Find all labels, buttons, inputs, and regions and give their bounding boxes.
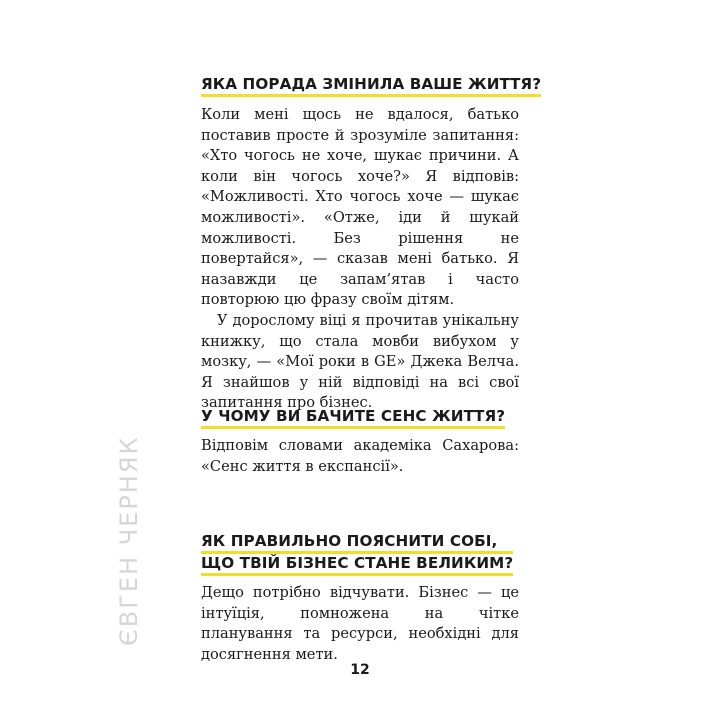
question-line: ЩО ТВІЙ БІЗНЕС СТАНЕ ВЕЛИКИМ?: [201, 554, 514, 572]
answer-block-1: [201, 105, 519, 414]
author-name-vertical: ЄВГЕН ЧЕРНЯК: [115, 435, 143, 646]
page-number: 12: [350, 662, 370, 678]
question-line: ЯК ПРАВИЛЬНО ПОЯСНИТИ СОБІ,: [201, 530, 513, 552]
answer-paragraph: Дещо потрібно відчувати. Бізнес — це інтуїція, помножена на чітке планування та ресурси, необхідні для досягнення мети.: [201, 584, 519, 663]
question-line: ЯКА ПОРАДА ЗМІНИЛА ВАШЕ ЖИТТЯ?: [201, 75, 542, 93]
question-heading-2: [201, 405, 505, 427]
question-heading-1: [201, 73, 541, 95]
answer-paragraph: У дорослому віці я прочитав унікальну книжку, що стала мовби вибухом у мозку, — «Мої роки в GE» Джека Велча. Я знайшов у ній відповіді на всі свої запитання про бізнес.: [201, 311, 519, 412]
answer-paragraph: Коли мені щось не вдалося, батько поставив просте й зрозуміле запитання: «Хто чогось не хоче, шукає причини. А коли він чогось хоче?» Я відповів: «Можливості. Хто чогось хоче — шукає можливості». «Отже, іди й шукай можливості. Без рішення не повертайся», — сказав мені батько. Я назавжди це запам’ятав і часто повторюю цю фразу своїм дітям.: [201, 106, 519, 309]
question-heading-3: [201, 530, 513, 574]
answer-block-3: [201, 583, 519, 665]
answer-paragraph: Відповім словами академіка Сахарова: «Сенс життя в експансії».: [201, 437, 519, 475]
question-line: У ЧОМУ ВИ БАЧИТЕ СЕНС ЖИТТЯ?: [201, 407, 506, 425]
answer-block-2: [201, 436, 519, 477]
